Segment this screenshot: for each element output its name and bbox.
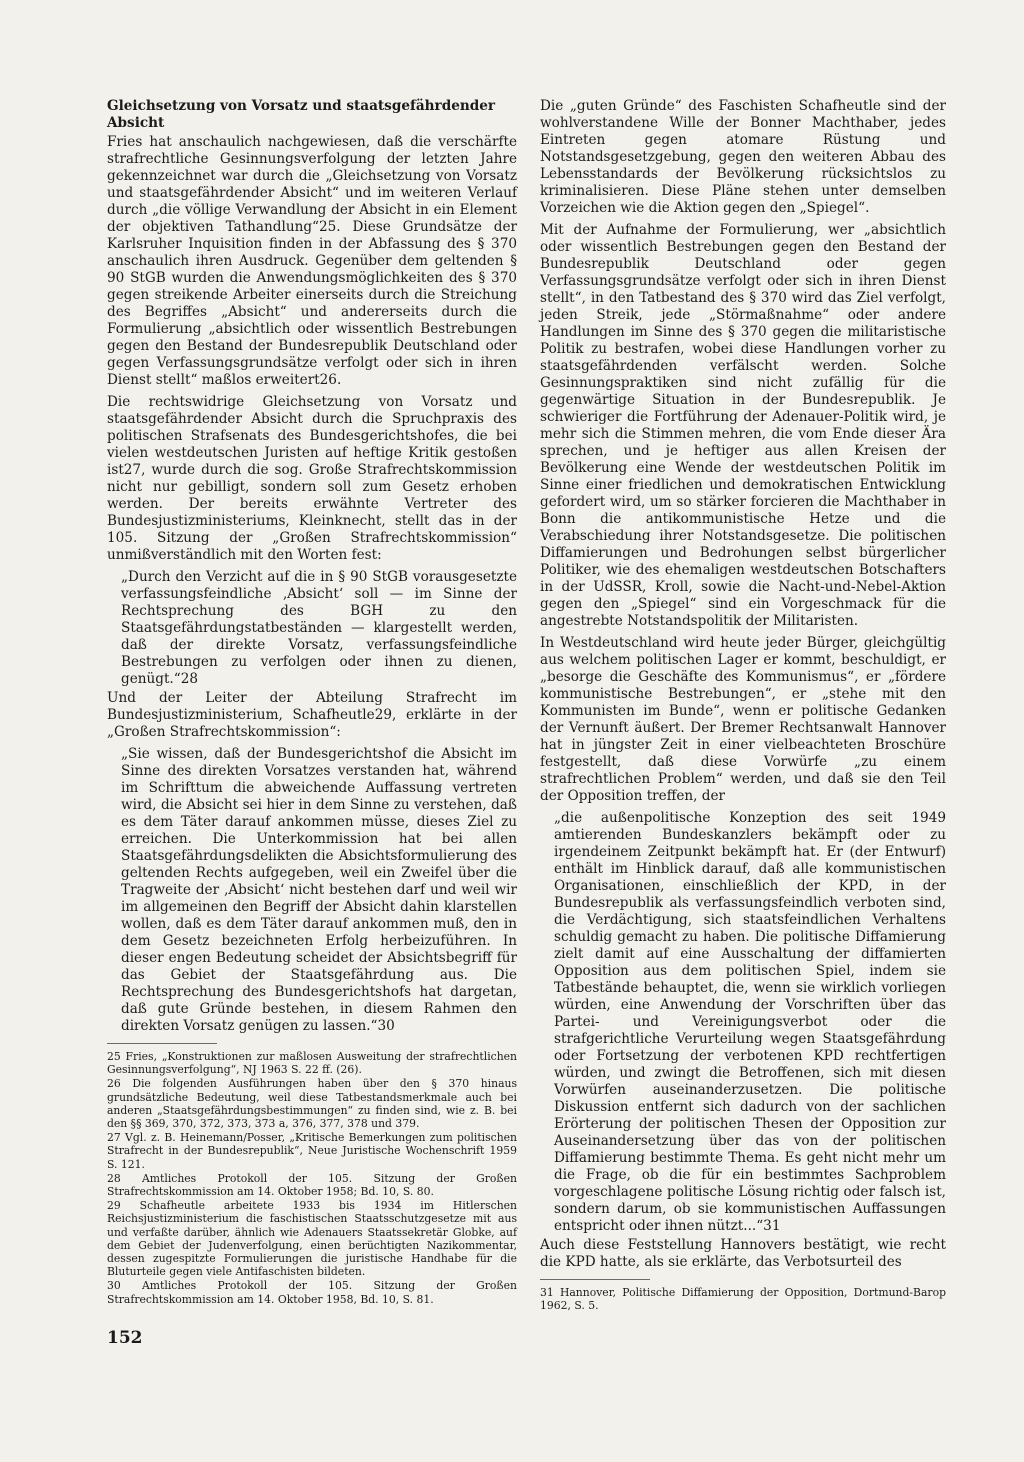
right-column	[540, 98, 946, 1313]
block-quote: „Durch den Verzicht auf die in § 90 StGB vorausgesetzte verfassungsfeindliche ‚Absicht‘ soll — im Sinne der Rechtsprechung des BGH zu den Staatsgefährdungstatbeständen — klargestellt werden, daß der direkte Vorsatz, verfassungsfeindliche Bestrebungen zu verfolgen oder ihnen zu dienen, genügt.“28	[121, 569, 517, 687]
footnote: 27 Vgl. z. B. Heinemann/Posser, „Kritische Bemerkungen zum politischen Strafrecht in der Bundesrepublik“, Neue Juristische Wochenschrift 1959 S. 121.	[107, 1131, 517, 1171]
footnote: 29 Schafheutle arbeitete 1933 bis 1934 im Hitlerschen Reichsjustizministerium die faschistischen Staatsschutzgesetze mit aus und verfaßte darüber, ähnlich wie Adenauers Staatssekretär Globke, auf dem Gebiet der Judenverfolgung, einen berüchtigten Nazikommentar, dessen zugespitzte Formulierungen die juristische Handhabe für die Bluturteile gegen viele Antifaschisten bildeten.	[107, 1199, 517, 1279]
body-paragraph: Die rechtswidrige Gleichsetzung von Vorsatz und staatsgefährdender Absicht durch die Spruchpraxis des politischen Strafsenats des Bundesgerichtshofes, die bei vielen westdeutschen Juristen auf heftige Kritik gestoßen ist27, wurde durch die sog. Große Strafrechtskommission nicht nur gebilligt, sondern soll zum Gesetz erhoben werden. Der bereits erwähnte Vertreter des Bundesjustizministeriums, Kleinknecht, stellt das in der 105. Sitzung der „Großen Strafrechtskommission“ unmißverständlich mit den Worten fest:	[107, 394, 517, 563]
footnotes	[107, 1050, 517, 1306]
footnote: 31 Hannover, Politische Diffamierung der Opposition, Dortmund-Barop 1962, S. 5.	[540, 1286, 946, 1313]
footnote: 26 Die folgenden Ausführungen haben über den § 370 hinaus grundsätzliche Bedeutung, weil diese Tatbestandsmerkmale auch bei anderen „Staatsgefährdungsbestimmungen“ zu finden sind, wie z. B. bei den §§ 369, 370, 372, 373, 373 a, 376, 377, 378 und 379.	[107, 1077, 517, 1131]
body-paragraph: Die „guten Gründe“ des Faschisten Schafheutle sind der wohlverstandene Wille der Bonner Machthaber, jedes Eintreten gegen atomare Rüstung und Notstandsgesetzgebung, gegen den weiteren Abbau des Lebensstandards der Bevölkerung rücksichtslos zu kriminalisieren. Diese Pläne stehen unter demselben Vorzeichen wie die Aktion gegen den „Spiegel“.	[540, 98, 946, 216]
footnote-divider	[107, 1043, 217, 1044]
left-column	[107, 98, 517, 1307]
section-heading: Gleichsetzung von Vorsatz und staatsgefährdender Absicht	[107, 98, 496, 131]
page-number: 152	[107, 1328, 143, 1348]
footnote-divider	[540, 1279, 650, 1280]
footnote: 30 Amtliches Protokoll der 105. Sitzung der Großen Strafrechtskommission am 14. Oktober 1958, Bd. 10, S. 81.	[107, 1279, 517, 1306]
body-paragraph: Fries hat anschaulich nachgewiesen, daß die verschärfte strafrechtliche Gesinnungsverfolgung der letzten Jahre gekennzeichnet war durch die „Gleichsetzung von Vorsatz und staatsgefährdender Absicht“ und im weiteren Verlauf durch „die völlige Verwandlung der Absicht in ein Element der objektiven Tathandlung“25. Diese Grundsätze der Karlsruher Inquisition finden in der Abfassung des § 370 anschaulich ihren Ausdruck. Gegenüber dem geltenden § 90 StGB wurden die Anwendungsmöglichkeiten des § 370 gegen streikende Arbeiter einerseits durch die Streichung des Begriffes „Absicht“ und andererseits durch die Formulierung „absichtlich oder wissentlich Bestrebungen gegen den Bestand der Bundesrepublik Deutschland oder gegen Verfassungsgrundsätze verfolgt oder sich in ihren Dienst stellt“ maßlos erweitert26.	[107, 134, 517, 388]
body-paragraph: Auch diese Feststellung Hannovers bestätigt, wie recht die KPD hatte, als sie erklärte, das Verbotsurteil des	[540, 1237, 946, 1270]
body-paragraph: In Westdeutschland wird heute jeder Bürger, gleichgültig aus welchem politischen Lager er kommt, beschuldigt, er „besorge die Geschäfte des Kommunismus“, er „fördere kommunistische Bestrebungen“, er „stehe mit den Kommunisten im Bunde“, wenn er politische Gedanken der Vernunft äußert. Der Bremer Rechtsanwalt Hannover hat in jüngster Zeit in einer vielbeachteten Broschüre festgestellt, daß diese Vorwürfe „zu einem strafrechtlichen Problem“ werden, und daß sie den Teil der Opposition treffen, der	[540, 635, 946, 804]
body-paragraph: Mit der Aufnahme der Formulierung, wer „absichtlich oder wissentlich Bestrebungen gegen den Bestand der Bundesrepublik Deutschland oder gegen Verfassungsgrundsätze verfolgt oder sich in ihren Dienst stellt“, in den Tatbestand des § 370 wird das Ziel verfolgt, jeden Streik, jede „Störmaßnahme“ oder andere Handlungen im Sinne des § 370 gegen die militaristische Politik zu bestrafen, wobei diese Handlungen vorher zu staatsgefährdenden verfälscht werden. Solche Gesinnungspraktiken sind nicht zufällig für die gegenwärtige Situation in der Bundesrepublik. Je schwieriger die Fortführung der Adenauer-Politik wird, je mehr sich die Stimmen mehren, die vom Ende dieser Ära sprechen, und je heftiger aus allen Kreisen der Bevölkerung eine Wende der westdeutschen Politik im Sinne einer friedlichen und demokratischen Entwicklung gefordert wird, um so stärker forcieren die Machthaber in Bonn die antikommunistische Hetze und die Verabschiedung ihrer Notstandsgesetze. Die politischen Diffamierungen und Bedrohungen selbst bürgerlicher Politiker, wie des ehemaligen westdeutschen Botschafters in der UdSSR, Kroll, sowie die Nacht-und-Nebel-Aktion gegen den „Spiegel“ sind ein Vorgeschmack für die angestrebte Notstandspolitik der Militaristen.	[540, 222, 946, 629]
block-quote: „die außenpolitische Konzeption des seit 1949 amtierenden Bundeskanzlers bekämpft oder zu irgendeinem Zeitpunkt bekämpft hat. Er (der Entwurf) enthält im Hinblick darauf, daß alle kommunistischen Organisationen, einschließlich der KPD, in der Bundesrepublik als verfassungsfeindlich verboten sind, die Verdächtigung, sich staatsfeindlichen Verhaltens schuldig gemacht zu haben. Die politische Diffamierung zielt damit auf eine Ausschaltung der diffamierten Opposition aus dem politischen Spiel, indem sie Tatbestände behauptet, die, wenn sie wirklich vorliegen würden, eine Anwendung der Vorschriften über das Partei- und Vereinigungsverbot oder die strafgerichtliche Verurteilung wegen Staatsgefährdung oder Fortsetzung der verbotenen KPD rechtfertigen würden, und zwingt die Betroffenen, sich mit diesen Vorwürfen auseinanderzusetzen. Die politische Diskussion entfernt sich dadurch von der sachlichen Erörterung der politischen Thesen der Opposition zur Auseinandersetzung über das von der politischen Diffamierung bestimmte Thema. Es geht nicht mehr um die Frage, ob die für ein bestimmtes Sachproblem vorgeschlagene politische Lösung richtig oder falsch ist, sondern darum, ob sie kommunistischen Auffassungen entspricht oder ihnen nützt...“31	[554, 810, 946, 1234]
block-quote: „Sie wissen, daß der Bundesgerichtshof die Absicht im Sinne des direkten Vorsatzes verstanden hat, während im Schrifttum die abweichende Auffassung vertreten wird, die Absicht sei hier in dem Sinne zu verstehen, daß es dem Täter darauf ankommen müsse, dieses Ziel zu erreichen. Die Unterkommission hat bei allen Staatsgefährdungsdelikten die Absichtsformulierung des geltenden Rechts aufgegeben, weil ein Zweifel über die Tragweite der ‚Absicht‘ nicht bestehen darf und weil wir im allgemeinen den Begriff der Absicht dahin klarstellen wollen, daß es dem Täter darauf ankommen muß, den in dem Gesetz bezeichneten Erfolg herbeizuführen. In dieser engen Bedeutung scheidet der Absichtsbegriff für das Gebiet der Staatsgefährdung aus. Die Rechtsprechung des Bundesgerichtshofs hat dargetan, daß gute Gründe bestehen, in diesem Rahmen den direkten Vorsatz genügen zu lassen.“30	[121, 746, 517, 1034]
footnote: 28 Amtliches Protokoll der 105. Sitzung der Großen Strafrechtskommission am 14. Oktober 1958; Bd. 10, S. 80.	[107, 1171, 517, 1199]
body-paragraph: Und der Leiter der Abteilung Strafrecht im Bundesjustizministerium, Schafheutle29, erklärte in der „Großen Strafrechtskommission“:	[107, 690, 517, 740]
footnote: 25 Fries, „Konstruktionen zur maßlosen Ausweitung der strafrechtlichen Gesinnungsverfolgung“, NJ 1963 S. 22 ff. (26).	[107, 1050, 517, 1077]
